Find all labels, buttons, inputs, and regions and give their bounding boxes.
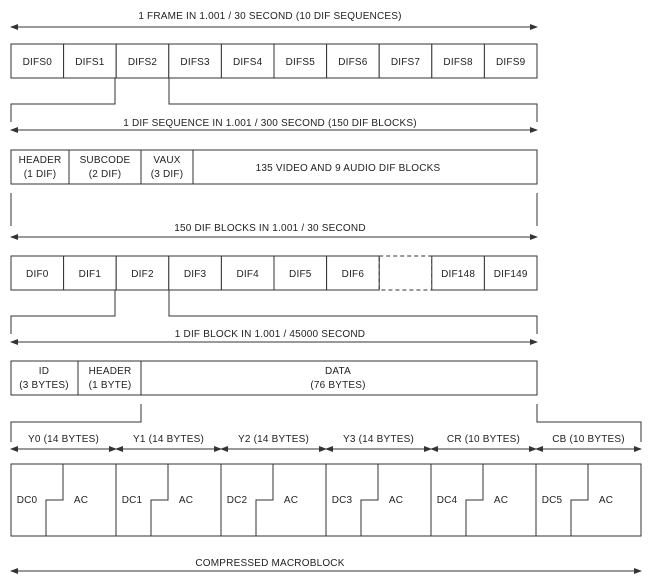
block-header-size: (1 BYTE) bbox=[88, 380, 132, 391]
dc-label: DC2 bbox=[226, 495, 248, 506]
sequence-header-title: HEADER bbox=[18, 155, 62, 166]
expand-right-line-1 bbox=[169, 78, 537, 122]
dif-block-label: DIF149 bbox=[493, 269, 528, 280]
difs-label: DIFS7 bbox=[390, 57, 421, 68]
difs-label: DIFS6 bbox=[338, 57, 368, 68]
difs-label: DIFS5 bbox=[285, 57, 315, 68]
block-id-size: (3 BYTES) bbox=[19, 380, 69, 391]
difs-label: DIFS4 bbox=[233, 57, 263, 68]
dif-block-label: DIF148 bbox=[441, 269, 476, 280]
component-label: CR (10 BYTES) bbox=[446, 434, 521, 445]
ac-label: AC bbox=[598, 495, 614, 506]
ac-label: AC bbox=[388, 495, 404, 506]
sequence-vaux-title: VAUX bbox=[153, 155, 181, 166]
dif-block-label: DIF3 bbox=[183, 269, 207, 280]
component-label: CB (10 BYTES) bbox=[552, 434, 625, 445]
difs-label: DIFS0 bbox=[22, 57, 52, 68]
dif-block-label: DIF2 bbox=[131, 269, 154, 280]
sequence-av-label: 135 VIDEO AND 9 AUDIO DIF BLOCKS bbox=[255, 163, 441, 174]
block-id-title: ID bbox=[38, 366, 50, 377]
component-label: Y1 (14 BYTES) bbox=[133, 434, 204, 445]
dc-label: DC1 bbox=[121, 495, 143, 506]
ac-label: AC bbox=[493, 495, 509, 506]
difs-label: DIFS3 bbox=[180, 57, 210, 68]
frame-label: 1 FRAME IN 1.001 / 30 SECOND (10 DIF SEQUENCES) bbox=[138, 11, 402, 22]
difs-label: DIFS2 bbox=[127, 57, 158, 68]
ac-label: AC bbox=[73, 495, 89, 506]
difs-label: DIFS8 bbox=[443, 57, 473, 68]
sequence-label: 1 DIF SEQUENCE IN 1.001 / 300 SECOND (150 DIF BLOCKS) bbox=[123, 118, 417, 129]
component-label: Y3 (14 BYTES) bbox=[343, 434, 414, 445]
dif-block-label: DIF1 bbox=[78, 269, 102, 280]
sequence-header-count: (1 DIF) bbox=[23, 169, 57, 180]
expand-left-line-3 bbox=[11, 290, 115, 334]
dif-block-ellipsis bbox=[379, 256, 432, 290]
components-row bbox=[11, 434, 641, 449]
dif-block-label: DIF6 bbox=[341, 269, 365, 280]
dif-block-label: DIF4 bbox=[236, 269, 259, 280]
macroblock-label: COMPRESSED MACROBLOCK bbox=[195, 558, 345, 569]
ac-label: AC bbox=[283, 495, 299, 506]
sequence-subcode-count: (2 DIF) bbox=[88, 169, 122, 180]
dc-label: DC0 bbox=[16, 495, 38, 506]
macroblock-row bbox=[11, 464, 641, 536]
expand-left-line-1 bbox=[11, 78, 115, 122]
ac-label: AC bbox=[178, 495, 194, 506]
dc-label: DC3 bbox=[331, 495, 353, 506]
expand-right-line-3 bbox=[169, 290, 537, 334]
dc-label: DC5 bbox=[541, 495, 563, 506]
component-label: Y2 (14 BYTES) bbox=[238, 434, 309, 445]
dc-label: DC4 bbox=[436, 495, 458, 506]
difs-label: DIFS1 bbox=[75, 57, 105, 68]
difs-row bbox=[11, 44, 537, 78]
sequence-vaux-count: (3 DIF) bbox=[150, 169, 184, 180]
blocks-label: 150 DIF BLOCKS IN 1.001 / 30 SECOND bbox=[174, 223, 366, 234]
block-header-title: HEADER bbox=[88, 366, 132, 377]
sequence-subcode-title: SUBCODE bbox=[79, 155, 131, 166]
component-label: Y0 (14 BYTES) bbox=[28, 434, 99, 445]
dif-block-label: DIF0 bbox=[26, 269, 49, 280]
dif-blocks-row bbox=[11, 256, 537, 290]
dif-block-label: DIF5 bbox=[289, 269, 312, 280]
block-data-title: DATA bbox=[325, 366, 351, 377]
block-label: 1 DIF BLOCK IN 1.001 / 45000 SECOND bbox=[174, 329, 366, 340]
sequence-row bbox=[11, 150, 537, 184]
block-data-size: (76 BYTES) bbox=[310, 380, 366, 391]
block-parts-row bbox=[11, 361, 537, 395]
difs-label: DIFS9 bbox=[496, 57, 526, 68]
